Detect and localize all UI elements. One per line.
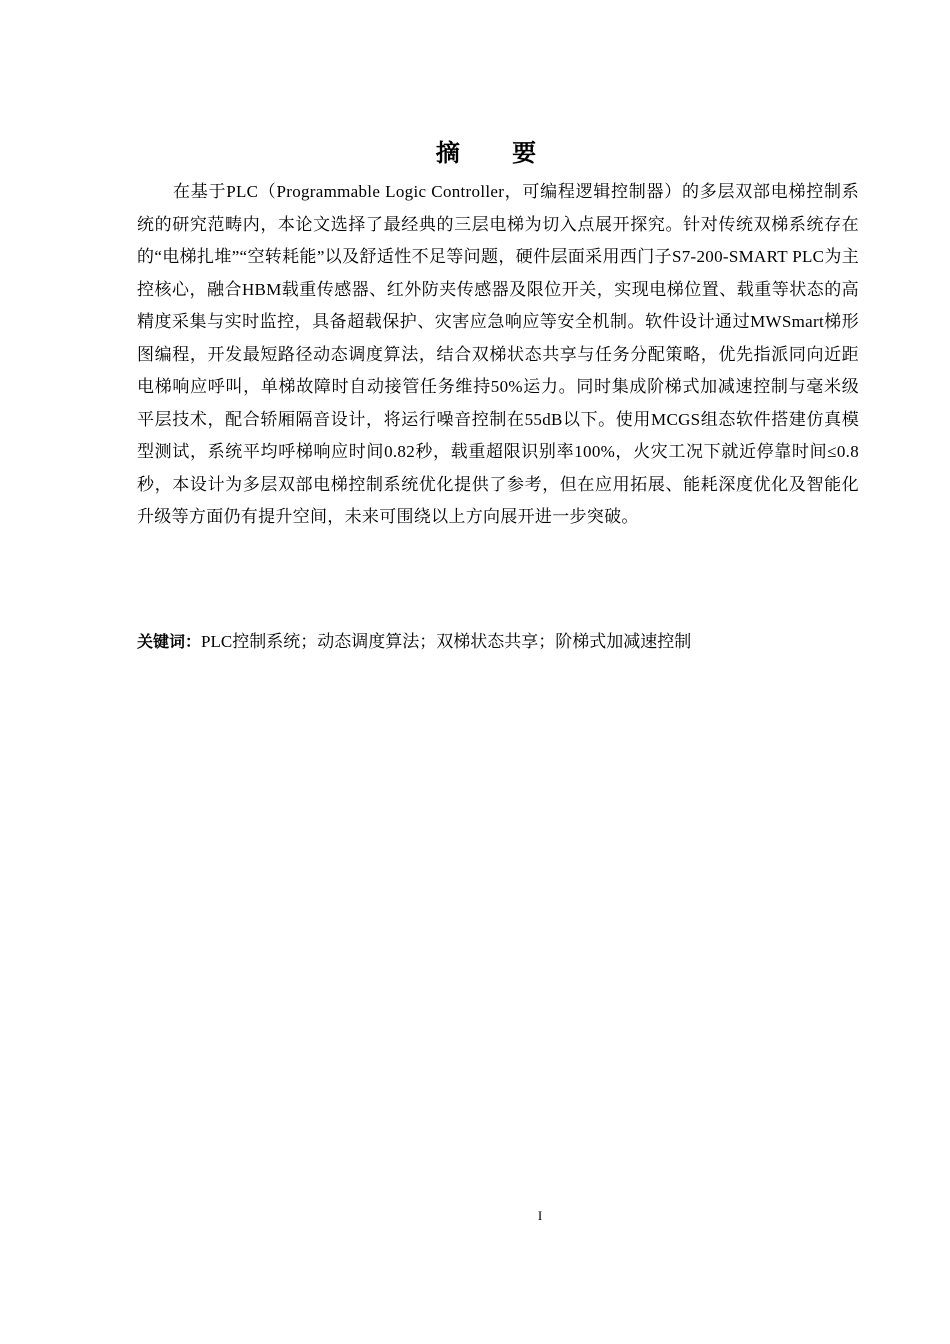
keywords-line: [137, 626, 859, 658]
abstract-body: 在基于PLC（Programmable Logic Controller，可编程逻辑控制器）的多层双部电梯控制系统的研究范畴内，本论文选择了最经典的三层电梯为切入点展开探究。针对传统双梯系统存在的“电梯扎堆”“空转耗能”以及舒适性不足等问题，硬件层面采用西门子S7-200-SMART PLC为主控核心，融合HBM载重传感器、红外防夹传感器及限位开关，实现电梯位置、载重等状态的高精度采集与实时监控，具备超载保护、灾害应急响应等安全机制。软件设计通过MWSmart梯形图编程，开发最短路径动态调度算法，结合双梯状态共享与任务分配策略，优先指派同向近距电梯响应呼叫，单梯故障时自动接管任务维持50%运力。同时集成阶梯式加减速控制与毫米级平层技术，配合轿厢隔音设计，将运行噪音控制在55dB以下。使用MCGS组态软件搭建仿真模型测试，系统平均呼梯响应时间0.82秒，载重超限识别率100%，火灾工况下就近停靠时间≤0.8秒，本设计为多层双部电梯控制系统优化提供了参考，但在应用拓展、能耗深度优化及智能化升级等方面仍有提升空间，未来可围绕以上方向展开进一步突破。: [137, 182, 859, 526]
abstract-title: 摘 要: [435, 139, 559, 167]
keywords-label: 关键词：: [137, 632, 202, 651]
keywords-text: PLC控制系统；动态调度算法；双梯状态共享；阶梯式加减速控制: [201, 632, 692, 651]
page-number: I: [537, 1208, 543, 1223]
